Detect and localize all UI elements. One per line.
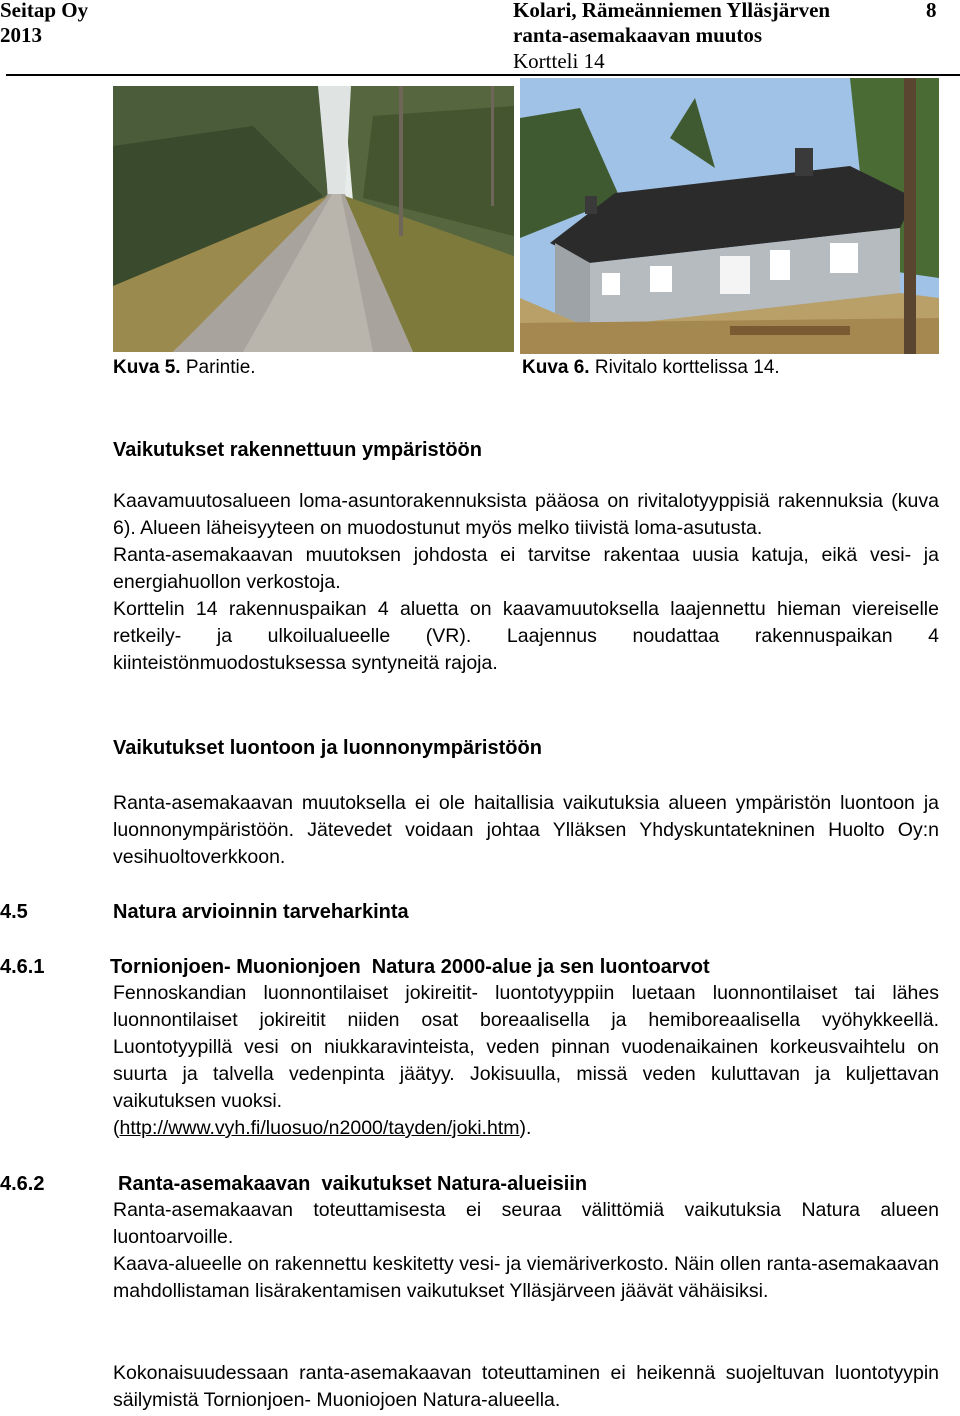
built-paragraph-2: Ranta-asemakaavan muutoksen johdosta ei tarvitse rakentaa uusia katuja, eikä vesi- ja energiahuollon verkostoja. xyxy=(113,544,939,593)
road-photo xyxy=(113,86,514,352)
row-house-photo xyxy=(520,78,939,354)
heading-nature: Vaikutukset luontoon ja luonnonympäristöön xyxy=(113,737,542,759)
figure-5-caption xyxy=(113,356,256,380)
section-4-6-1-body: Fennoskandian luonnontilaiset jokireitit- luontotyyppiin luetaan luonnontilaiset tai lähes luonnontilaiset jokireitit niiden osat boreaalisella ja hemiboreaalisella vyöhykkeellä. Luontotyypillä vesi on niukkaravinteista, veden pinnan vuodenaikainen korkeusvaihtelu on suurta ja talvella vedenpinta jäätyy. Jokisuulla, missä veden kuluttavan ja kuljettavan vaikutuksen vuoksi. xyxy=(113,982,939,1112)
header-company: Seitap Oy xyxy=(0,0,89,22)
header-rule xyxy=(6,74,960,76)
natura-source-link[interactable]: http://www.vyh.fi/luosuo/n2000/tayden/joki.htm xyxy=(119,1117,520,1139)
link-open-paren: ( xyxy=(113,1117,120,1139)
section-4-6-2-heading: Ranta-asemakaavan vaikutukset Natura-alueisiin xyxy=(118,1173,588,1195)
section-4-6-2-number: 4.6.2 xyxy=(0,1173,45,1195)
page-number: 8 xyxy=(926,0,937,22)
row-house-photo-image xyxy=(520,78,939,354)
section-4-6-2-paragraph-2: Kaava-alueelle on rakennettu keskitetty vesi- ja viemäriverkosto. Näin ollen ranta-asemakaavan mahdollistaman lisärakentamisen vaikutukset Ylläsjärveen jäävät vähäisiksi. xyxy=(113,1253,939,1302)
header-title-line3: Kortteli 14 xyxy=(513,49,605,73)
road-photo-image xyxy=(113,86,514,352)
nature-paragraph-1: Ranta-asemakaavan muutoksella ei ole haitallisia vaikutuksia alueen ympäristön luontoon ja luonnonympäristöön. Jätevedet voidaan johtaa Ylläksen Yhdyskuntatekninen Huolto Oy:n vesihuoltoverkkoon. xyxy=(113,792,939,868)
section-4-6-1-number: 4.6.1 xyxy=(0,956,45,978)
section-4-6-1-text xyxy=(113,980,939,1142)
section-4-5-number: 4.5 xyxy=(0,901,28,923)
figure-5-label: Kuva 5. xyxy=(113,357,181,378)
link-close-paren: ). xyxy=(519,1117,532,1139)
section-4-6-2-paragraph-1: Ranta-asemakaavan toteuttamisesta ei seuraa välittömiä vaikutuksia Natura alueen luontoarvoille. xyxy=(113,1199,939,1248)
section-4-6-2-paragraph-3: Kokonaisuudessaan ranta-asemakaavan toteuttaminen ei heikennä suojeltuvan luontotyypin säilymistä Tornionjoen- Muoniojoen Natura-alueella. xyxy=(113,1362,939,1411)
section-4-5-heading: Natura arvioinnin tarveharkinta xyxy=(113,901,409,923)
built-environment-text xyxy=(113,488,939,677)
figure-6-label: Kuva 6. xyxy=(522,357,590,378)
figure-6-caption xyxy=(522,356,780,380)
header-title-line2: ranta-asemakaavan muutos xyxy=(513,23,763,47)
figure-6-text: Rivitalo korttelissa 14. xyxy=(594,357,780,378)
nature-text xyxy=(113,790,939,871)
heading-built-environment: Vaikutukset rakennettuun ympäristöön xyxy=(113,439,482,461)
section-4-6-1-heading: Tornionjoen- Muonionjoen Natura 2000-alue ja sen luontoarvot xyxy=(110,956,710,978)
figure-5-text: Parintie. xyxy=(185,357,256,378)
built-paragraph-1: Kaavamuutosalueen loma-asuntorakennuksista pääosa on rivitalotyyppisiä rakennuksia (kuva 6). Alueen läheisyyteen on muodostunut myös melko tiivistä loma-asutusta. xyxy=(113,490,939,539)
section-4-6-1-paragraph xyxy=(113,980,939,1142)
header-year: 2013 xyxy=(0,23,42,47)
section-4-6-2-text xyxy=(113,1197,939,1305)
built-paragraph-3: Korttelin 14 rakennuspaikan 4 aluetta on kaavamuutoksella laajennettu hieman viereiselle retkeily- ja ulkoilualueelle (VR). Laajennus noudattaa rakennuspaikan 4 kiinteistönmuodostuksessa syntyneitä rajoja. xyxy=(113,598,939,674)
conclusion-text xyxy=(113,1360,939,1414)
header-title-line1: Kolari, Rämeänniemen Ylläsjärven xyxy=(513,0,831,22)
